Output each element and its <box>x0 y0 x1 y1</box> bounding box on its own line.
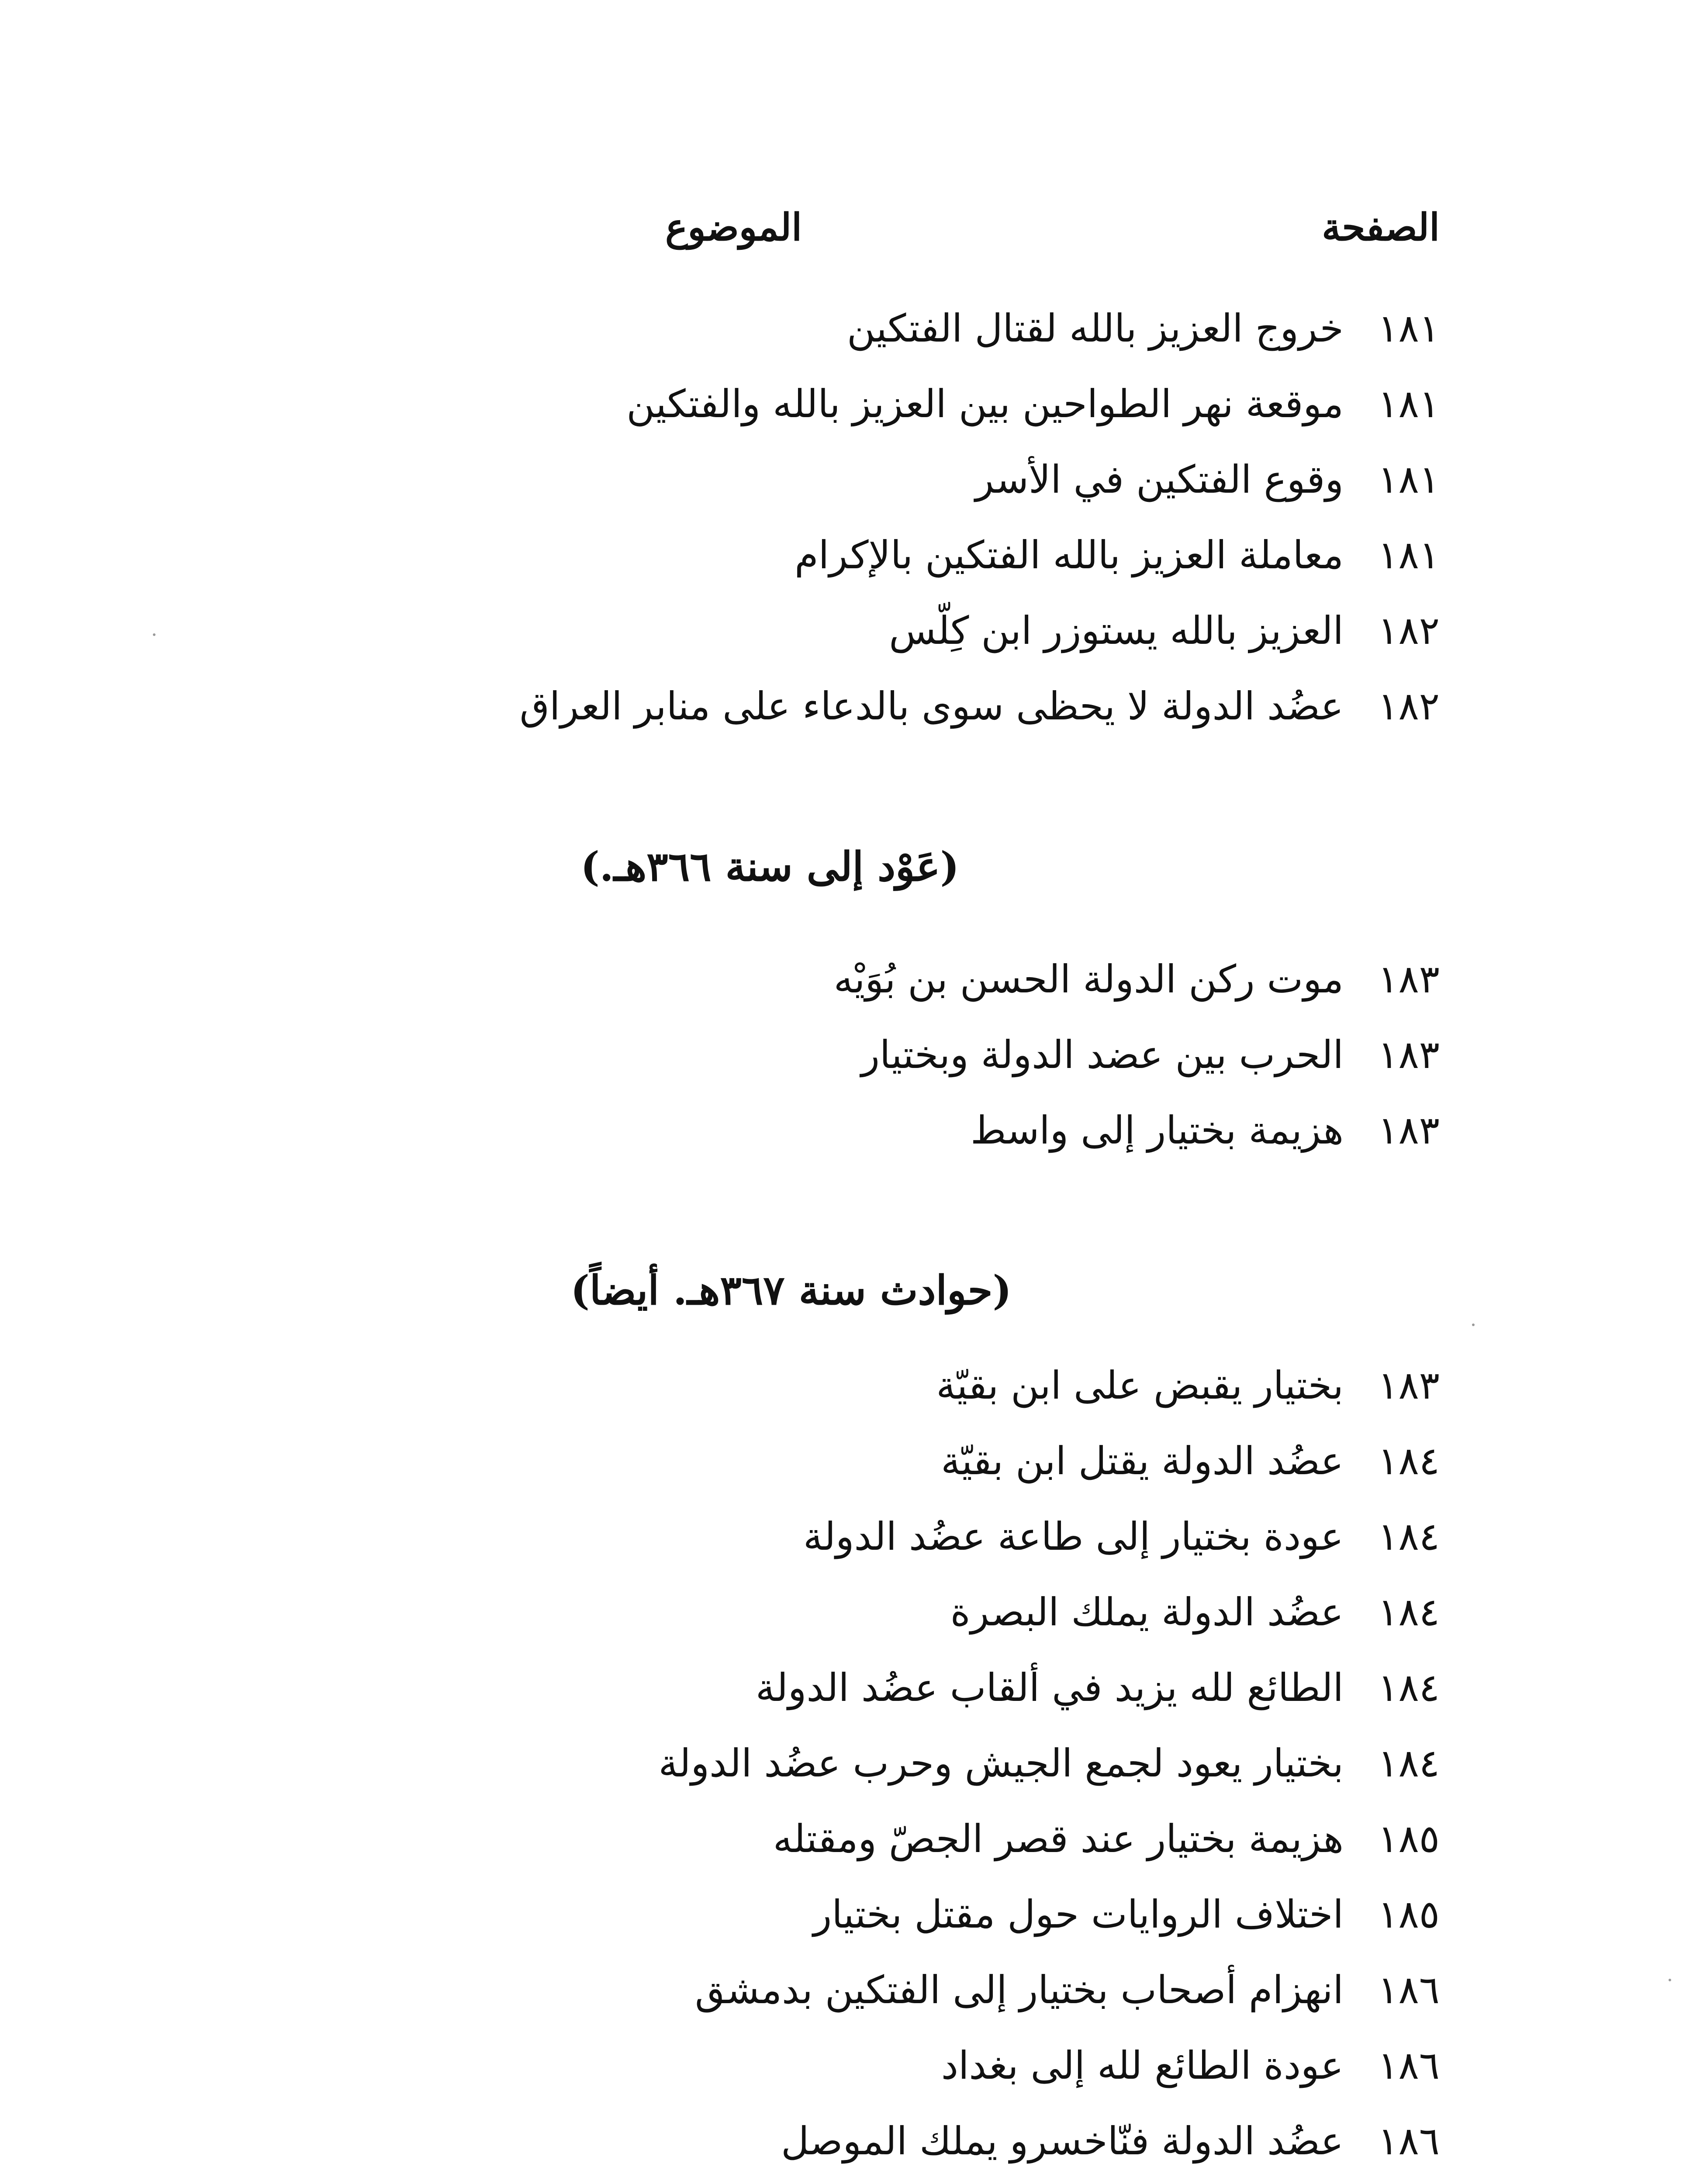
entry-page-number: ١٨٣ <box>1378 1108 1440 1153</box>
entry-topic: عودة الطائع لله إلى بغداد <box>941 2043 1344 2088</box>
entry-topic: خروج العزيز بالله لقتال الفتكين <box>847 306 1344 351</box>
entry-topic: وقوع الفتكين في الأسر <box>975 457 1344 502</box>
index-entry <box>129 457 1440 532</box>
index-entry <box>129 957 1440 1032</box>
entry-page-number: ١٨٥ <box>1378 1892 1440 1937</box>
index-entry <box>129 1665 1440 1741</box>
entry-topic: عودة بختيار إلى طاعة عضُد الدولة <box>803 1514 1344 1559</box>
entry-topic: انهزام أصحاب بختيار إلى الفتكين بدمشق <box>695 1967 1344 2012</box>
index-entry <box>129 1438 1440 1514</box>
index-entry <box>129 2118 1440 2184</box>
entry-page-number: ١٨٢ <box>1378 684 1440 729</box>
entry-page-number: ١٨٣ <box>1378 1032 1440 1077</box>
entry-page-number: ١٨٤ <box>1378 1514 1440 1559</box>
entry-page-number: ١٨٦ <box>1378 2043 1440 2088</box>
column-headers <box>0 205 1693 266</box>
entry-page-number: ١٨٦ <box>1378 1967 1440 2012</box>
entry-page-number: ١٨١ <box>1378 532 1440 577</box>
index-entry <box>129 1967 1440 2043</box>
entry-page-number: ١٨٢ <box>1378 608 1440 653</box>
topic-column-header: الموضوع <box>665 205 802 249</box>
entries-group-3 <box>129 1363 1440 2184</box>
entry-page-number: ١٨٤ <box>1378 1741 1440 1786</box>
entry-topic: هزيمة بختيار عند قصر الجصّ ومقتله <box>773 1816 1344 1861</box>
entry-page-number: ١٨٦ <box>1378 2118 1440 2163</box>
index-entry <box>129 381 1440 457</box>
page-column-header: الصفحة <box>1322 205 1440 249</box>
index-entry <box>129 1816 1440 1892</box>
section-heading-366: (عَوْد إلى سنة ٣٦٦هـ.) <box>580 843 959 890</box>
index-entry <box>129 1032 1440 1108</box>
entry-topic: موت ركن الدولة الحسن بن بُوَيْه <box>833 957 1344 1002</box>
entry-topic: الحرب بين عضد الدولة وبختيار <box>861 1032 1344 1077</box>
entry-topic: بختيار يقبض على ابن بقيّة <box>936 1363 1344 1408</box>
entry-page-number: ١٨١ <box>1378 381 1440 426</box>
entry-topic: موقعة نهر الطواحين بين العزيز بالله والفتكين <box>626 381 1344 426</box>
entry-page-number: ١٨١ <box>1378 457 1440 502</box>
entries-group-1 <box>129 306 1440 759</box>
scan-speck <box>1669 1979 1671 1981</box>
index-entry <box>129 1892 1440 1967</box>
entry-topic: معاملة العزيز بالله الفتكين بالإكرام <box>795 532 1344 577</box>
entry-topic: عضُد الدولة لا يحظى سوى بالدعاء على منابر العراق <box>519 684 1344 729</box>
index-entry <box>129 1590 1440 1665</box>
entry-topic: عضُد الدولة فنّاخسرو يملك الموصل <box>781 2118 1344 2163</box>
section-heading-367: (حوادث سنة ٣٦٧هـ. أيضاً) <box>570 1267 1012 1314</box>
index-entry <box>129 608 1440 684</box>
entry-topic: الطائع لله يزيد في ألقاب عضُد الدولة <box>755 1665 1344 1710</box>
entry-page-number: ١٨٤ <box>1378 1665 1440 1710</box>
entry-topic: عضُد الدولة يقتل ابن بقيّة <box>941 1438 1344 1483</box>
entry-page-number: ١٨٥ <box>1378 1816 1440 1861</box>
entry-page-number: ١٨٤ <box>1378 1438 1440 1483</box>
index-entry <box>129 2043 1440 2118</box>
entry-topic: اختلاف الروايات حول مقتل بختيار <box>813 1892 1344 1937</box>
entry-topic: بختيار يعود لجمع الجيش وحرب عضُد الدولة <box>658 1741 1344 1786</box>
index-entry <box>129 306 1440 381</box>
entry-topic: هزيمة بختيار إلى واسط <box>971 1108 1344 1153</box>
entry-topic: عضُد الدولة يملك البصرة <box>950 1590 1344 1635</box>
index-entry <box>129 684 1440 759</box>
entry-page-number: ١٨٣ <box>1378 957 1440 1002</box>
index-entry <box>129 1514 1440 1590</box>
scan-speck <box>1472 1324 1475 1326</box>
entry-page-number: ١٨٤ <box>1378 1590 1440 1635</box>
scan-speck <box>153 633 155 636</box>
index-entry <box>129 1108 1440 1183</box>
entry-page-number: ١٨٣ <box>1378 1363 1440 1408</box>
index-entry <box>129 1363 1440 1438</box>
entry-topic: العزيز بالله يستوزر ابن كِلّس <box>889 608 1344 653</box>
entry-page-number: ١٨١ <box>1378 306 1440 351</box>
index-entry <box>129 532 1440 608</box>
entries-group-2 <box>129 957 1440 1183</box>
index-entry <box>129 1741 1440 1816</box>
